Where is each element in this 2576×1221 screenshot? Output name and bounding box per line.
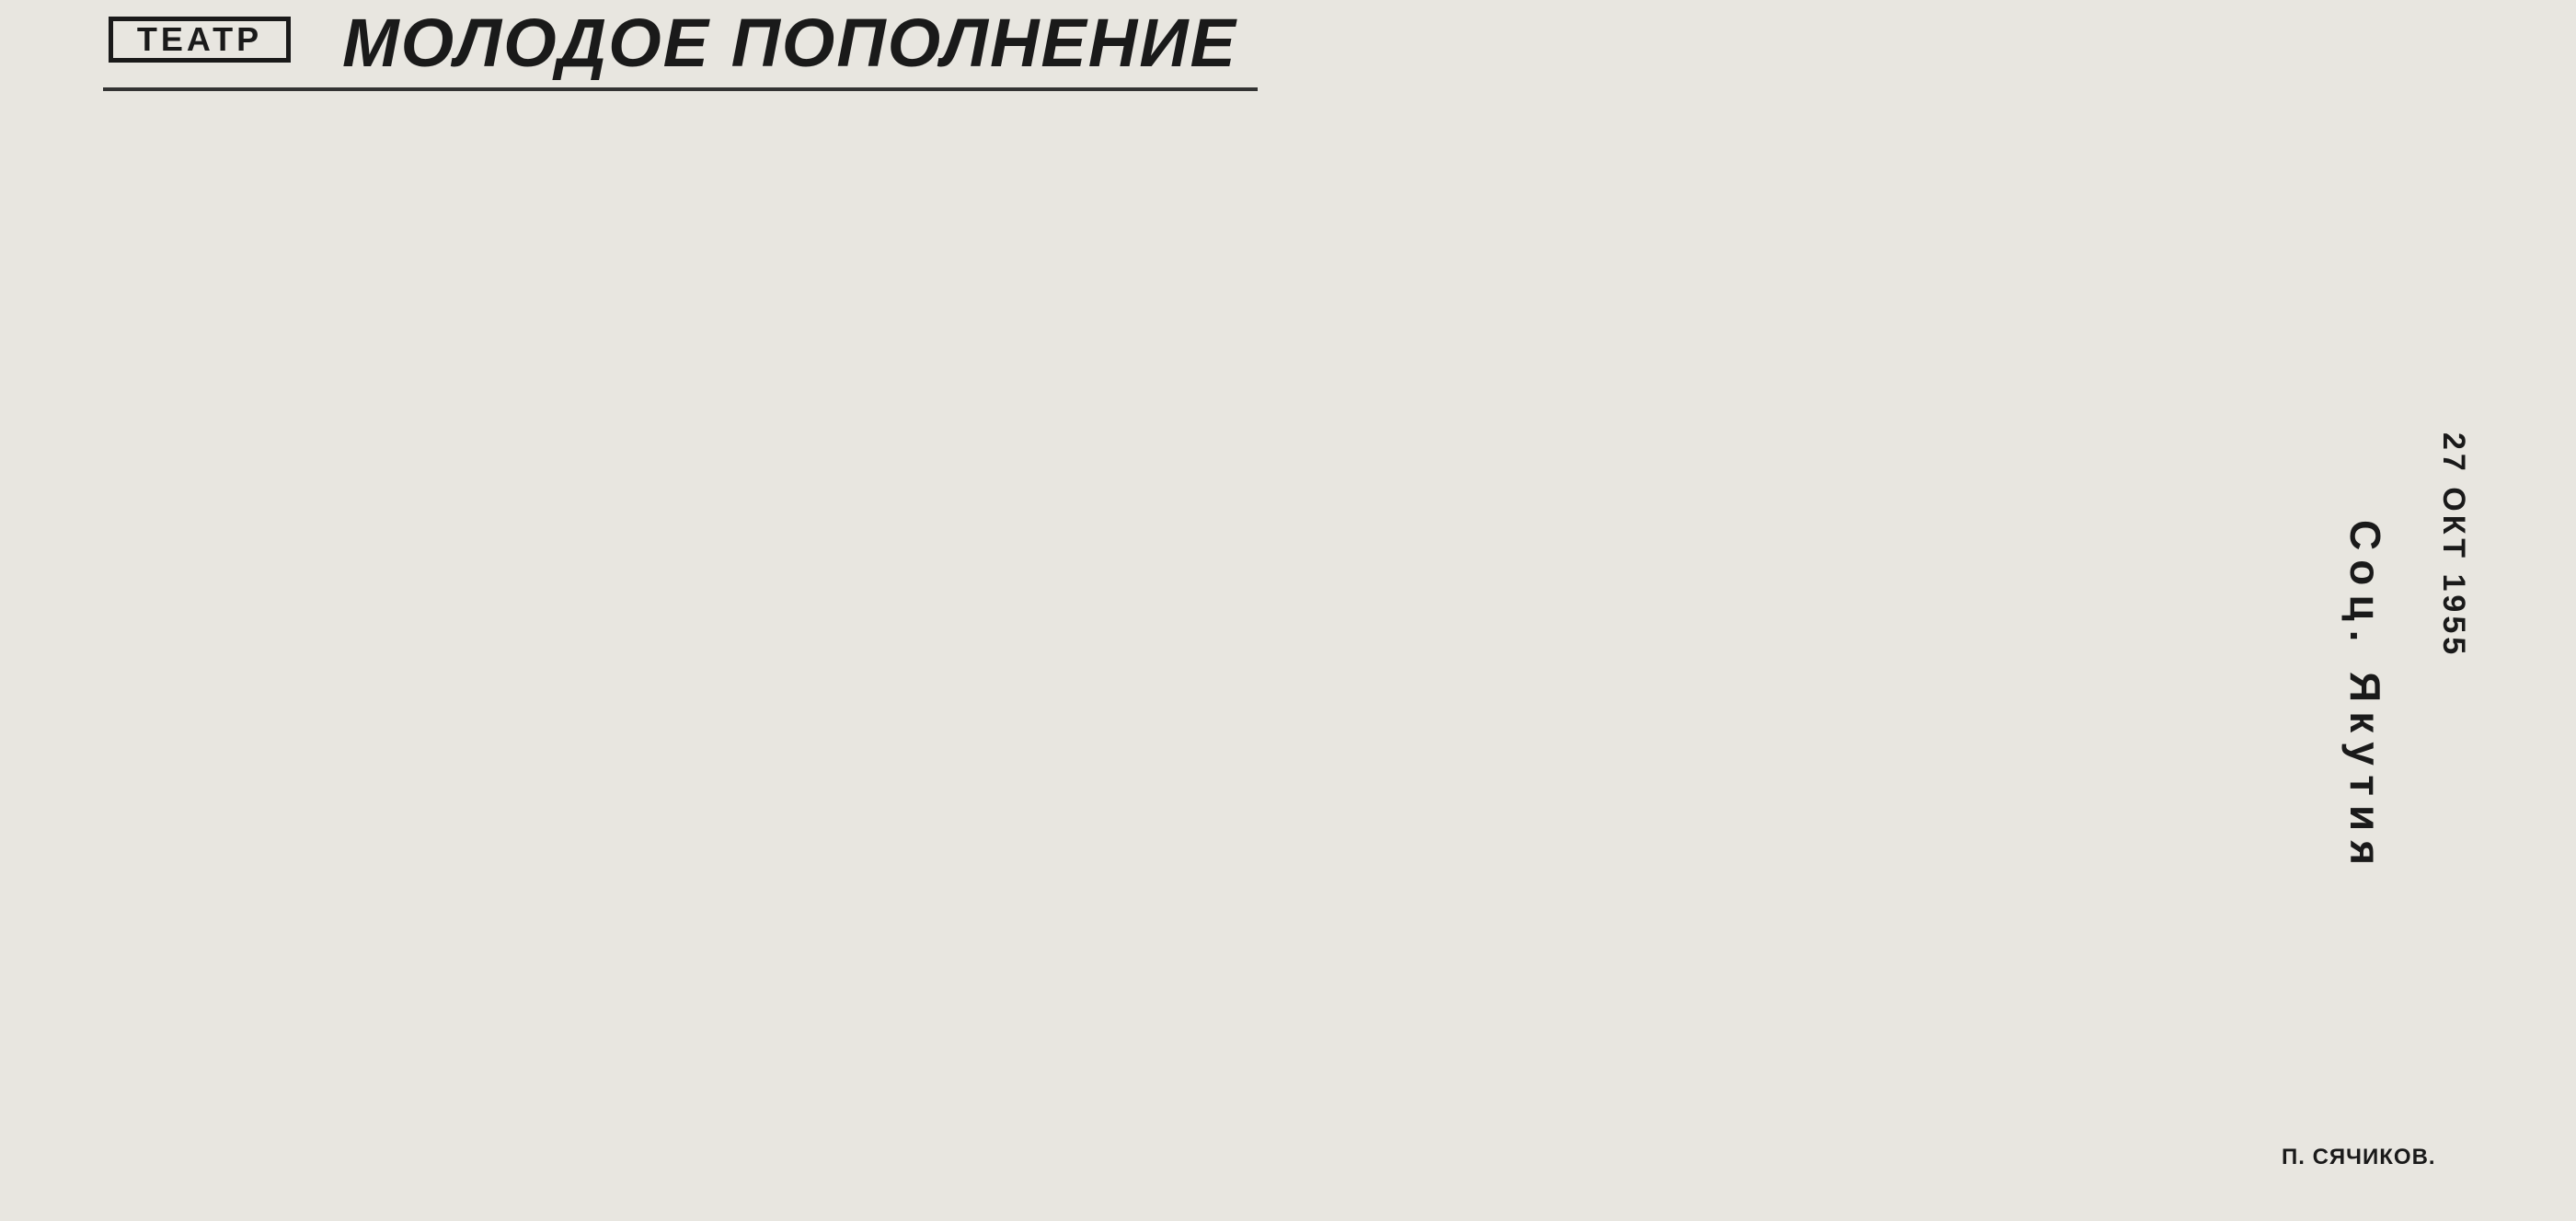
newspaper-stamp: Соц. Якутия (2341, 520, 2389, 875)
byline: П. СЯЧИКОВ. (2282, 1145, 2436, 1169)
rubric-label: ТЕАТР (109, 17, 291, 63)
headline-rule (103, 87, 1258, 91)
article-headline: МОЛОДОЕ ПОПОЛНЕНИЕ (342, 5, 1237, 81)
stamp-date: 27 ОКТ 1955 (2436, 432, 2471, 659)
